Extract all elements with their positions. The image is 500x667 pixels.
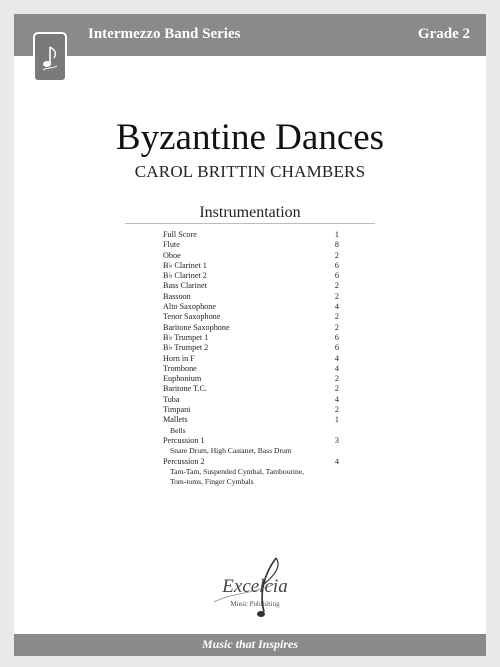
header-bar (14, 14, 486, 56)
instrument-name: Percussion 2 (163, 456, 205, 466)
instrument-detail: Tom-toms, Finger Cymbals (170, 477, 254, 487)
instrument-row (163, 405, 339, 415)
instrument-name: Mallets (163, 415, 188, 425)
instrument-row (163, 374, 339, 384)
heading-divider (125, 223, 375, 224)
instrument-quantity: 2 (334, 291, 339, 301)
instrument-row (163, 333, 339, 343)
instrument-row (163, 354, 339, 364)
instrument-quantity: 4 (334, 456, 339, 466)
instrument-name: Trombone (163, 363, 197, 373)
instrument-quantity: 2 (334, 374, 339, 384)
instrument-name: Baritone Saxophone (163, 322, 230, 332)
instrument-detail: Bells (170, 425, 186, 435)
instrument-name: B♭ Clarinet 2 (163, 271, 207, 281)
instrument-quantity: 2 (334, 250, 339, 260)
instrument-name: Bass Clarinet (163, 281, 207, 291)
instrument-name: Alto Saxophone (163, 302, 216, 312)
instrument-quantity: 2 (334, 312, 339, 322)
instrument-quantity: 4 (334, 363, 339, 373)
instrument-row (163, 240, 339, 250)
instrument-quantity: 3 (334, 435, 339, 445)
instrument-name: B♭ Trumpet 1 (163, 332, 209, 342)
instrument-name: Oboe (163, 250, 181, 260)
instrument-row (163, 457, 339, 467)
instrument-name: B♭ Clarinet 1 (163, 260, 207, 270)
instrument-quantity: 6 (334, 260, 339, 270)
instrument-row (163, 302, 339, 312)
instrument-name: Percussion 1 (163, 435, 205, 445)
instrument-name: Full Score (163, 230, 197, 239)
instrument-quantity: 2 (334, 384, 339, 394)
instrument-quantity: 8 (334, 240, 339, 250)
instrument-name: Euphonium (163, 374, 202, 384)
music-note-icon (33, 32, 67, 82)
instrument-name: Timpani (163, 405, 191, 415)
instrument-row (163, 343, 339, 353)
instrument-row (163, 323, 339, 333)
instrument-quantity: 2 (334, 281, 339, 291)
publisher-subtitle: Music Publishing (230, 600, 280, 608)
publisher-name: Excelcia (222, 576, 288, 597)
instrument-quantity: 6 (334, 271, 339, 281)
instrument-name: B♭ Trumpet 2 (163, 343, 209, 353)
instrument-row (163, 364, 339, 374)
instrument-quantity: 4 (334, 353, 339, 363)
instrument-row (163, 312, 339, 322)
instrument-quantity: 2 (334, 322, 339, 332)
instrument-name: Horn in F (163, 353, 195, 363)
instrument-name: Tuba (163, 394, 180, 404)
instrument-quantity: 4 (334, 394, 339, 404)
instrument-row (163, 436, 339, 446)
piece-title: Byzantine Dances (115, 117, 385, 158)
instrument-name: Flute (163, 240, 180, 250)
instrument-row (163, 230, 339, 240)
instrument-row (163, 415, 339, 425)
instrument-row (163, 281, 339, 291)
instrument-quantity: 2 (334, 405, 339, 415)
grade-label: Grade 2 (417, 26, 470, 42)
instrument-quantity: 6 (334, 343, 339, 353)
instrument-row (163, 251, 339, 261)
instrument-name: Baritone T.C. (163, 384, 208, 394)
instrument-detail: Snare Drum, High Castanet, Bass Drum (170, 446, 292, 456)
composer-name: CAROL BRITTIN CHAMBERS (134, 162, 366, 181)
instrument-quantity: 6 (334, 332, 339, 342)
instrument-quantity: 1 (334, 230, 339, 239)
instrument-name: Tenor Saxophone (163, 312, 221, 322)
instrument-row (163, 271, 339, 281)
instrument-quantity: 4 (334, 302, 339, 312)
series-title: Intermezzo Band Series (88, 26, 241, 42)
footer-tagline: Music that Inspires (201, 637, 299, 651)
instrument-row (163, 395, 339, 405)
instrument-name: Bassoon (163, 291, 191, 301)
instrument-detail: Tam-Tam, Suspended Cymbal, Tambourine, (170, 466, 305, 476)
instrument-row (163, 384, 339, 394)
instrumentation-list (163, 230, 339, 487)
instrument-row (163, 261, 339, 271)
footer-bar (14, 634, 486, 656)
instrument-quantity: 1 (334, 415, 339, 425)
instrument-row (163, 292, 339, 302)
instrumentation-heading: Instrumentation (199, 204, 301, 221)
score-cover (14, 14, 486, 654)
